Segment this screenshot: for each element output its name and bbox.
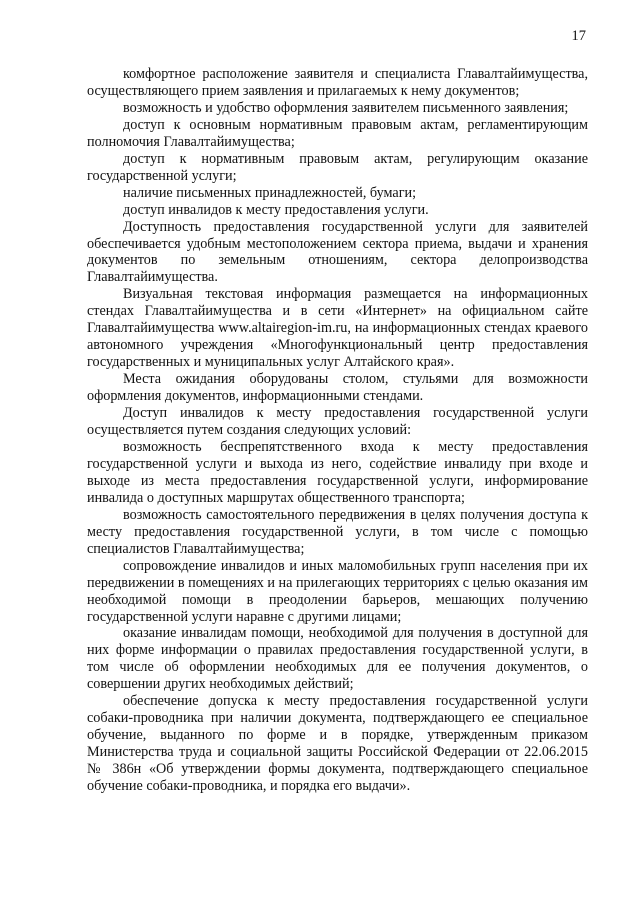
paragraph-service-legal-acts: доступ к нормативным правовым актам, регулирующим оказание государственной услуги; — [87, 150, 588, 184]
paragraph-service-accessibility: Доступность предоставления государственной услуги для заявителей обеспечивается удобным местоположением сектора приема, выдачи и хранения документов по земельным отношениям, сектора делопроизводства Главалтайимущества. — [87, 218, 588, 286]
paragraph-visual-information: Визуальная текстовая информация размещается на информационных стендах Главалтайимущества и в сети «Интернет» на официальном сайте Главалтайимущества www.altairegion-im.ru, на информационных стендах краевого автономного учреждения «Многофункциональный центр предоставления государственных и муниципальных услуг Алтайского края». — [87, 286, 588, 371]
paragraph-barrier-free-entry: возможность беспрепятственного входа к месту предоставления государственной услуги и выхода из него, содействие инвалиду при входе и выходе из места предоставления государственной услуги, информирование инвалида о доступных маршрутах общественного транспорта; — [87, 438, 588, 506]
paragraph-comfortable-location: комфортное расположение заявителя и специалиста Главалтайимущества, осуществляющего прием заявления и прилагаемых к нему документов; — [87, 66, 588, 99]
page-number: 17 — [571, 28, 586, 44]
paragraph-basic-legal-acts: доступ к основным нормативным правовым актам, регламентирующим полномочия Главалтайимущества; — [87, 116, 588, 150]
paragraph-information-assistance: оказание инвалидам помощи, необходимой для получения в доступной для них форме информации о правилах предоставления государственной услуги, в том числе об оформлении необходимых для ее получения документов, о совершении других необходимых действий; — [87, 625, 588, 693]
paragraph-written-application: возможность и удобство оформления заявителем письменного заявления; — [123, 99, 569, 116]
paragraph-guide-dog-access: обеспечение допуска к месту предоставления государственной услуги собаки-проводника при наличии документа, подтверждающего ее специальное обучение, выданного по форме и в порядке, утвержденным приказом Министерства труда и социальной защиты Российской Федерации от 22.06.2015 № 386н «Об утверждении формы документа, подтверждающего специальное обучение собаки-проводника, и порядка его выдачи». — [87, 693, 588, 795]
paragraph-disabled-access: доступ инвалидов к месту предоставления услуги. — [123, 201, 429, 218]
paragraph-waiting-area: Места ожидания оборудованы столом, стульями для возможности оформления документов, информационными стендами. — [87, 371, 588, 405]
paragraph-independent-movement: возможность самостоятельного передвижения в целях получения доступа к месту предоставления государственной услуги, в том числе с помощью специалистов Главалтайимущества; — [87, 506, 588, 557]
paragraph-accompaniment: сопровождение инвалидов и иных маломобильных групп населения при их передвижении в помещениях и на прилегающих территориях с целью оказания им необходимой помощи в преодолении барьеров, мешающих получению государственной услуги наравне с другими лицами; — [87, 557, 588, 625]
paragraph-disabled-conditions: Доступ инвалидов к месту предоставления государственной услуги осуществляется путем создания следующих условий: — [87, 405, 588, 439]
document-body — [87, 66, 588, 795]
paragraph-writing-supplies: наличие письменных принадлежностей, бумаги; — [123, 184, 417, 201]
